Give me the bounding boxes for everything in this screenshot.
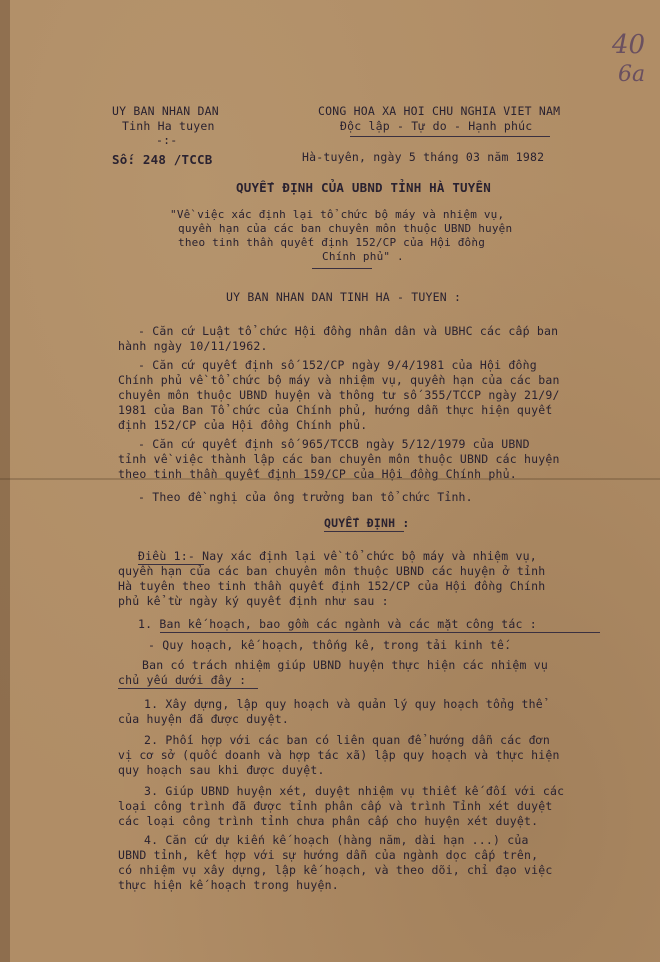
preamble-line: Chính phủ về tổ chức bộ máy và nhiệm vụ, quyền hạn của các ban <box>118 373 560 387</box>
task-item-line: 2. Phối hợp với các ban có liên quan để hướng dẫn các đơn <box>144 733 551 747</box>
article-1-line: Điều 1:- Nay xác định lại về tổ chức bộ máy và nhiệm vụ, <box>138 549 537 563</box>
article-1-line: quyền hạn của các ban chuyên môn thuộc UBND các huyện ở tỉnh <box>118 564 546 578</box>
section-1-heading: 1. Ban kế hoạch, bao gồm các ngành và các mặt công tác : <box>138 617 537 631</box>
subject-divider <box>312 268 372 269</box>
task-item-line: UBND tỉnh, kết hợp với sự hướng dẫn của ngành dọc cấp trên, <box>118 848 539 862</box>
subject-line: Chính phủ" . <box>322 250 404 263</box>
task-item-line: của huyện đã được duyệt. <box>118 712 289 726</box>
preamble-line: - Căn cứ quyết định số 965/TCCB ngày 5/12/1979 của UBND <box>138 437 530 451</box>
handwritten-number: 40 <box>612 30 646 60</box>
task-item-line: 3. Giúp UBND huyện xét, duyệt nhiệm vụ thiết kế đối với các <box>144 784 565 798</box>
issuing-authority: UY BAN NHAN DAN TINH HA - TUYEN : <box>226 290 462 304</box>
issuer-line-2: Tinh Ha tuyen <box>122 119 215 133</box>
decision-heading-underline <box>324 531 404 532</box>
section-1-scope: - Quy hoạch, kế hoạch, thống kê, trong tải kinh tế. <box>148 638 512 652</box>
country-name: CONG HOA XA HOI CHU NGHIA VIET NAM <box>318 104 561 118</box>
section-1-underline <box>160 632 600 633</box>
motto: Độc lập - Tự do - Hạnh phúc <box>340 119 533 133</box>
section-1-responsibility: Ban có trách nhiệm giúp UBND huyện thực hiện các nhiệm vụ <box>142 658 549 672</box>
motto-underline <box>350 136 550 137</box>
task-item-line: 4. Căn cứ dự kiến kế hoạch (hàng năm, dài hạn ...) của <box>144 833 529 847</box>
task-item-line: 1. Xây dựng, lập quy hoạch và quản lý quy hoạch tổng thể <box>144 697 543 711</box>
preamble-line: hành ngày 10/11/1962. <box>118 339 268 353</box>
article-1-line: Hà tuyên theo tinh thần quyết định 152/CP của Hội đồng Chính <box>118 579 546 593</box>
document-title: QUYẾT ĐỊNH CỦA UBND TỈNH HÀ TUYÊN <box>236 180 491 195</box>
subject-line: "Về việc xác định lại tổ chức bộ máy và nhiệm vụ, <box>170 208 505 221</box>
article-1-line: phủ kể từ ngày ký quyết định như sau : <box>118 594 389 608</box>
issuer-separator: -:- <box>156 133 178 147</box>
decision-heading: QUYẾT ĐỊNH : <box>324 516 410 530</box>
task-item-line: quy hoạch sau khi được duyệt. <box>118 763 325 777</box>
place-date: Hà-tuyên, ngày 5 tháng 03 năm 1982 <box>302 150 545 164</box>
preamble-line: - Căn cứ Luật tổ chức Hội đồng nhân dân và UBHC các cấp ban <box>138 324 559 338</box>
section-1-responsibility: chủ yếu dưới đây : <box>118 673 247 687</box>
handwritten-number-lower: 6a <box>618 62 646 87</box>
task-item-line: có nhiệm vụ xây dựng, lập kế hoạch, và theo dõi, chỉ đạo việc <box>118 863 553 877</box>
responsibility-underline <box>118 688 258 689</box>
subject-line: theo tinh thần quyết định 152/CP của Hội đồng <box>178 236 486 249</box>
preamble-line: - Căn cứ quyết định số 152/CP ngày 9/4/1981 của Hội đồng <box>138 358 537 372</box>
subject-line: quyền hạn của các ban chuyên môn thuộc UBND huyện <box>178 222 513 235</box>
task-item-line: vị cơ sở (quốc doanh và hợp tác xã) lập quy hoạch và thực hiện <box>118 748 560 762</box>
preamble-line: chuyên môn thuộc UBND huyện và thông tư số 355/TCCP ngày 21/9/ <box>118 388 560 402</box>
preamble-line: - Theo đề nghị của ông trưởng ban tổ chức Tỉnh. <box>138 490 473 504</box>
preamble-line: 1981 của Ban Tổ chức của Chính phủ, hướng dẫn thực hiện quyết <box>118 403 553 417</box>
preamble-line: theo tinh thần quyết định 159/CP của Hội đồng Chính phủ. <box>118 467 517 481</box>
document-number: Số: 248 /TCCB <box>112 152 213 167</box>
issuer-line-1: UY BAN NHAN DAN <box>112 104 219 118</box>
task-item-line: các loại công trình tỉnh chưa phân cấp cho huyện xét duyệt. <box>118 814 539 828</box>
page-left-edge <box>0 0 10 962</box>
task-item-line: thực hiện kế hoạch trong huyện. <box>118 878 339 892</box>
task-item-line: loại công trình đã được tỉnh phân cấp và trình Tỉnh xét duyệt <box>118 799 553 813</box>
preamble-line: định 152/CP của Hội đồng Chính phủ. <box>118 418 368 432</box>
preamble-line: tỉnh về việc thành lập các ban chuyên môn thuộc UBND các huyện <box>118 452 560 466</box>
